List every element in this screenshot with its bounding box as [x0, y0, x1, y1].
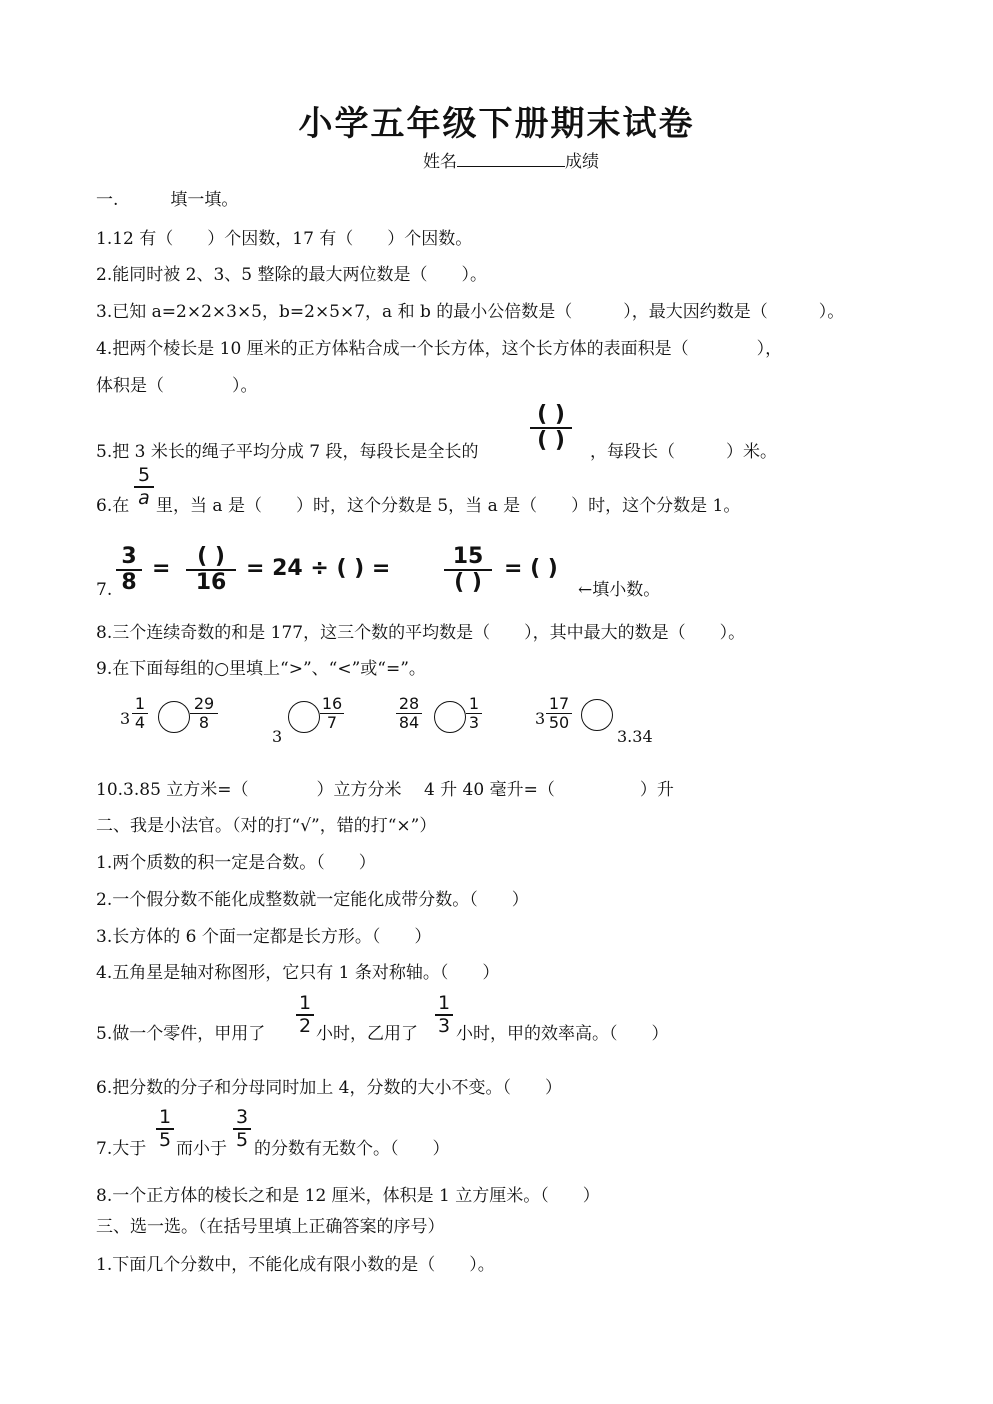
- s1-question-8: 8.三个连续奇数的和是 177，这三个数的平均数是（ ），其中最大的数是（ ）。: [96, 623, 746, 643]
- q7-f3-den: ( ): [454, 570, 482, 595]
- q9-b-fraction: [190, 696, 218, 731]
- s1-question-2: 2.能同时被 2、3、5 整除的最大两位数是（ ）。: [96, 265, 487, 285]
- name-score-line: [423, 147, 599, 172]
- s2-q7-f2-num: 3: [235, 1106, 249, 1128]
- q5-frac-num: ( ): [537, 402, 565, 427]
- q7-f1-den: 8: [121, 570, 137, 595]
- score-label: 成绩: [565, 152, 599, 172]
- s2-q5-f2-den: 3: [437, 1015, 451, 1037]
- s2-q5-f1-den: 2: [298, 1015, 312, 1037]
- page-title: 小学五年级下册期末试卷: [298, 104, 695, 144]
- q6-fraction: [134, 466, 154, 508]
- q9-e-den: 84: [398, 713, 420, 732]
- q5-blank-fraction: [530, 404, 572, 452]
- q6-frac-num: 5: [137, 464, 151, 486]
- s1-question-10: 10.3.85 立方米=（ ）立方分米 4 升 40 毫升=（ ）升: [96, 780, 674, 800]
- s1-question-5b: ，每段长（ ）米。: [590, 442, 777, 462]
- compare-circle-2[interactable]: [288, 701, 320, 733]
- s2-q7-fraction-1: [156, 1108, 174, 1150]
- section1-heading-number: 一.: [96, 190, 119, 210]
- q9-f-fraction: [466, 696, 482, 731]
- section3-heading: 三、选一选。（在括号里填上正确答案的序号）: [96, 1217, 445, 1237]
- section1-heading: [96, 189, 238, 211]
- s2-question-7b: 而小于: [176, 1139, 227, 1159]
- s2-question-5c: 小时，甲的效率高。（ ）: [456, 1024, 669, 1044]
- q7-fraction-3: [444, 546, 492, 594]
- q7-fraction-2: [186, 546, 236, 594]
- section2-heading: 二、我是小法官。（对的打“√”，错的打“×”）: [96, 816, 437, 836]
- s2-q7-fraction-2: [233, 1108, 251, 1150]
- q6-frac-den: a: [138, 487, 150, 509]
- s1-question-4b: 体积是（ ）。: [96, 376, 258, 396]
- s1-question-3: 3.已知 a=2×2×3×5，b=2×5×7，a 和 b 的最小公倍数是（ ），最大因约数是（ ）。: [96, 302, 845, 322]
- s1-question-7-number: 7.: [96, 580, 113, 600]
- name-blank[interactable]: [457, 150, 565, 167]
- s2-question-6: 6.把分数的分子和分母同时加上 4，分数的大小不变。（ ）: [96, 1078, 562, 1098]
- s2-question-8: 8.一个正方体的棱长之和是 12 厘米，体积是 1 立方厘米。（ ）: [96, 1186, 600, 1206]
- q9-e-fraction: [396, 696, 422, 731]
- s2-question-4: 4.五角星是轴对称图形，它只有 1 条对称轴。（ ）: [96, 963, 500, 983]
- s2-question-1: 1.两个质数的积一定是合数。（ ）: [96, 853, 376, 873]
- s2-q7-f1-num: 1: [158, 1106, 172, 1128]
- s1-question-6b: 里，当 a 是（ ）时，这个分数是 5，当 a 是（ ）时，这个分数是 1。: [156, 496, 741, 516]
- s2-question-3: 3.长方体的 6 个面一定都是长方形。（ ）: [96, 927, 432, 947]
- q7-note: ←填小数。: [578, 580, 661, 600]
- q7-equals-1: =: [152, 556, 171, 581]
- s2-question-5a: 5.做一个零件，甲用了: [96, 1024, 266, 1044]
- q7-fraction-1: [116, 546, 142, 594]
- s2-q5-fraction-1: [296, 994, 314, 1036]
- q9-g-den: 50: [548, 713, 570, 732]
- q9-g-num: 17: [548, 694, 570, 713]
- s2-question-5b: 小时，乙用了: [316, 1024, 418, 1044]
- q9-f-num: 1: [468, 694, 480, 713]
- q9-a-fraction: [132, 696, 148, 731]
- s2-q5-fraction-2: [435, 994, 453, 1036]
- s2-question-2: 2.一个假分数不能化成整数就一定能化成带分数。（ ）: [96, 890, 529, 910]
- q9-d-fraction: [320, 696, 344, 731]
- q9-h-value: 3.34: [617, 727, 653, 746]
- q9-f-den: 3: [468, 713, 480, 732]
- q9-g-whole: 3: [535, 709, 546, 728]
- q9-a-num: 1: [134, 694, 146, 713]
- q5-frac-den: ( ): [537, 428, 565, 453]
- s2-q7-f1-den: 5: [158, 1129, 172, 1151]
- q9-c-whole: 3: [272, 727, 283, 746]
- s2-q7-f2-den: 5: [235, 1129, 249, 1151]
- q7-f1-num: 3: [121, 544, 137, 569]
- s2-question-7c: 的分数有无数个。（ ）: [254, 1139, 450, 1159]
- q7-middle-expression: = 24 ÷ ( ) =: [246, 556, 391, 581]
- q7-f3-num: 15: [452, 544, 484, 569]
- s1-question-5a: 5.把 3 米长的绳子平均分成 7 段，每段长是全长的: [96, 442, 479, 462]
- q7-end-expression: = ( ): [504, 556, 558, 581]
- s3-question-1: 1.下面几个分数中，不能化成有限小数的是（ ）。: [96, 1255, 495, 1275]
- q9-d-den: 7: [326, 713, 338, 732]
- s2-q5-f2-num: 1: [437, 992, 451, 1014]
- q9-a-whole: 3: [120, 709, 131, 728]
- q7-f2-num: ( ): [197, 544, 225, 569]
- name-label: 姓名: [423, 152, 457, 172]
- s1-question-1: 1.12 有（ ）个因数，17 有（ ）个因数。: [96, 229, 473, 249]
- q9-d-num: 16: [321, 694, 343, 713]
- compare-circle-3[interactable]: [434, 701, 466, 733]
- q7-f2-den: 16: [195, 570, 227, 595]
- q9-g-fraction: [546, 696, 572, 731]
- s2-question-7a: 7.大于: [96, 1139, 147, 1159]
- s1-question-4a: 4.把两个棱长是 10 厘米的正方体粘合成一个长方体，这个长方体的表面积是（ ），: [96, 339, 783, 359]
- compare-circle-1[interactable]: [158, 701, 190, 733]
- s1-question-9: 9.在下面每组的○里填上“>”、“<”或“=”。: [96, 659, 426, 679]
- section1-heading-text: 填一填。: [170, 190, 239, 210]
- q9-b-num: 29: [193, 694, 215, 713]
- q9-a-den: 4: [134, 713, 146, 732]
- s1-question-6a: 6.在: [96, 496, 130, 516]
- q9-e-num: 28: [398, 694, 420, 713]
- s2-q5-f1-num: 1: [298, 992, 312, 1014]
- q9-b-den: 8: [198, 713, 210, 732]
- compare-circle-4[interactable]: [581, 699, 613, 731]
